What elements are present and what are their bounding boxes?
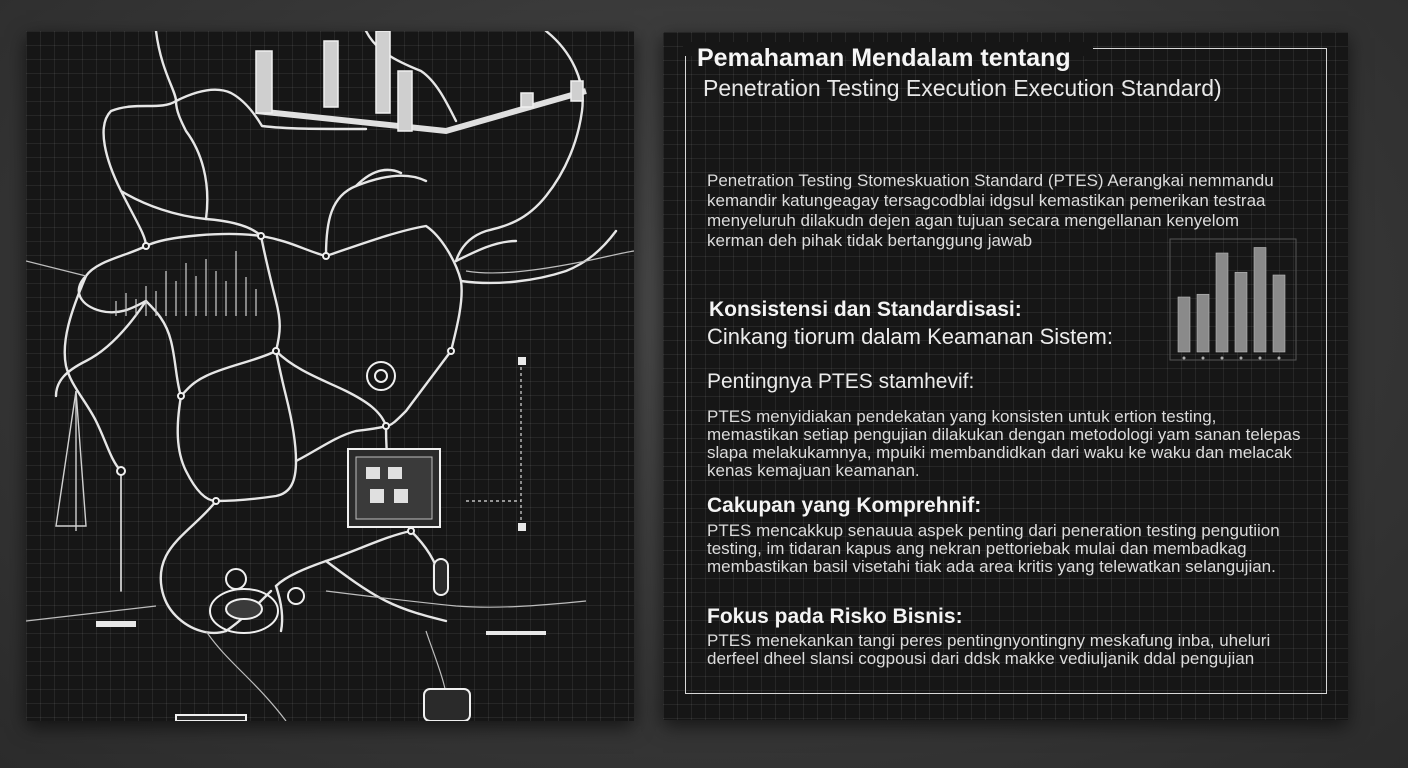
mini-chart-bar bbox=[1254, 248, 1266, 353]
ptes-info-panel bbox=[663, 32, 1348, 720]
mini-chart-tick bbox=[1202, 357, 1205, 360]
mini-chart-tick bbox=[1183, 357, 1186, 360]
panel-subtitle: Penetration Testing Execution Execution Standard) bbox=[703, 75, 1222, 101]
section4-heading: Fokus pada Risko Bisnis: bbox=[707, 605, 963, 628]
section2-heading: Pentingnya PTES stamhevif: bbox=[707, 370, 975, 393]
panel-title: Pemahaman Mendalam tentang bbox=[697, 44, 1071, 72]
mini-bar-chart bbox=[1168, 237, 1298, 367]
device-box bbox=[348, 449, 440, 527]
mini-chart-tick bbox=[1240, 357, 1243, 360]
mini-chart-bar bbox=[1273, 275, 1285, 352]
mini-chart-tick bbox=[1259, 357, 1262, 360]
section1-heading: Konsistensi dan Standardisasi: bbox=[709, 298, 1022, 321]
mini-chart-tick bbox=[1278, 357, 1281, 360]
mini-chart-bar bbox=[1197, 294, 1209, 352]
mini-chart-bar bbox=[1235, 272, 1247, 352]
mini-chart-bar bbox=[1216, 253, 1228, 352]
network-map-panel bbox=[26, 31, 634, 721]
top-strip-chart bbox=[256, 31, 586, 131]
mini-chart-tick bbox=[1221, 357, 1224, 360]
section3-heading: Cakupan yang Komprehnif: bbox=[707, 494, 982, 517]
section1-subheading: Cinkang tiorum dalam Keamanan Sistem: bbox=[707, 324, 1113, 349]
mini-chart-bar bbox=[1178, 297, 1190, 352]
section4-body: PTES menekankan tangi peres pentingnyontingny meskafung inba, uheluri derfeel dheel slansi cogpousi dari ddsk makke vediuljanik ddal pengujian bbox=[707, 631, 1271, 668]
section2-body: PTES menyidiakan pendekatan yang konsisten untuk ertion testing, memastikan setiap pengujian dilakukan dengan metodologi yam sanan telepas slapa melakukamnya, mpuiki membandidkan dari waku ke waku dan melacak kenas kemajuan keamanan. bbox=[707, 407, 1301, 480]
section3-body: PTES mencakkup senauua aspek penting dari peneration testing pengutiion testing, im tidaran kapus ang nekran pettoriebak mulai dan membadkag membastikan basil visetahi tiak ada area kritis yang telewatkan selangujian. bbox=[707, 521, 1280, 576]
network-map-graphic bbox=[26, 31, 634, 721]
intro-paragraph: Penetration Testing Stomeskuation Standard (PTES) Aerangkai nemmandu kemandir katungeagay tersagcodblai idgsul kemastikan pemerikan testraa menyeluruh dilakudn dejen agan tujuan secara mengellanan kenyelom kerman deh pihak tidak bertanggung jawab bbox=[707, 171, 1274, 250]
